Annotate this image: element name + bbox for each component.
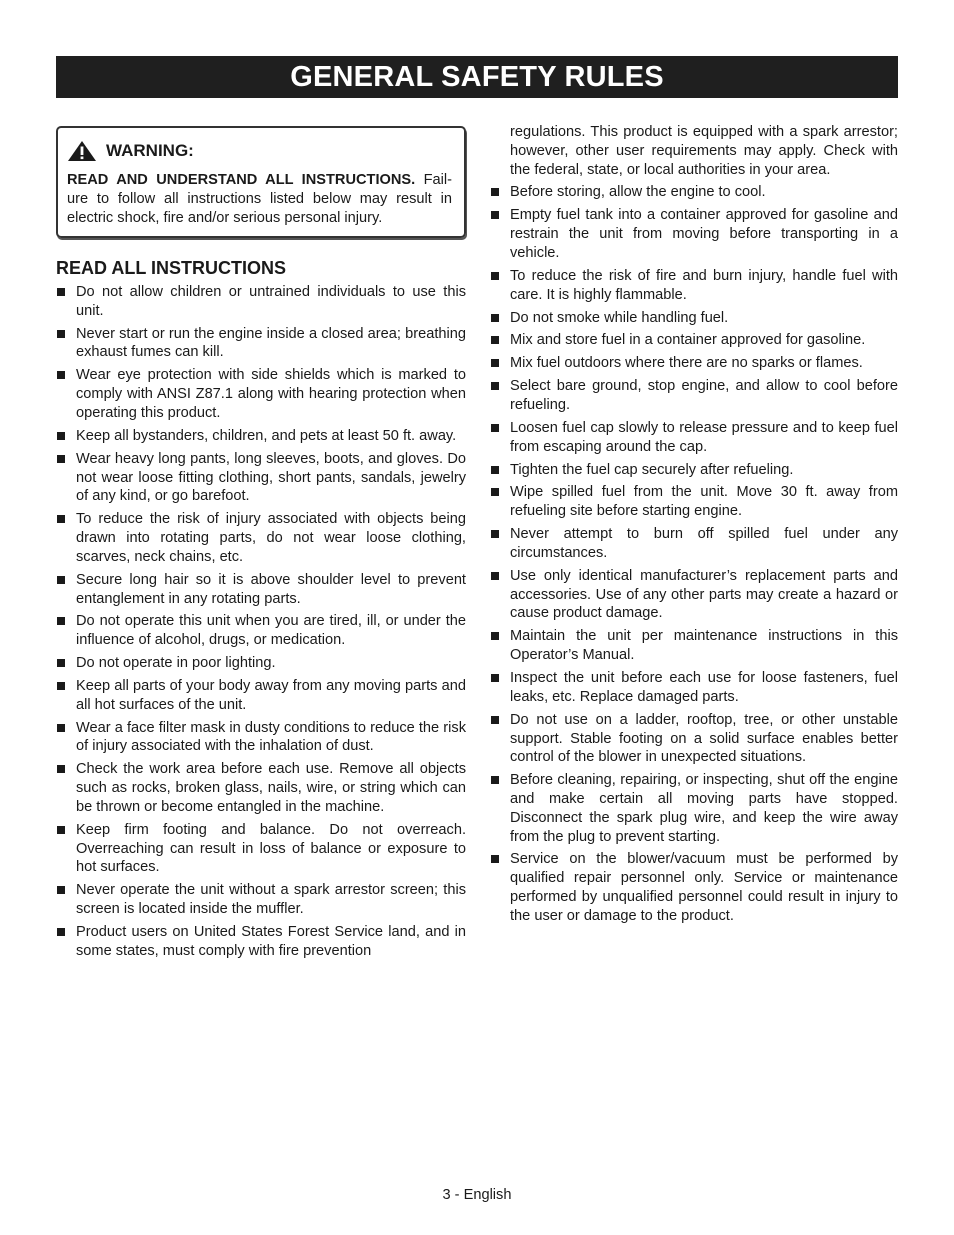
list-item-text: Do not allow children or untrained individuals to use this unit. (76, 284, 466, 319)
list-item (490, 711, 898, 767)
list-item (490, 309, 898, 328)
list-item-text: Do not use on a ladder, rooftop, tree, or other unstable support. Stable footing on a solid surface enables better control of the blower in unexpected situations. (510, 711, 898, 766)
list-item (56, 654, 466, 673)
list-item-text: Wear heavy long pants, long sleeves, boots, and gloves. Do not wear loose fitting clothing, short pants, sandals, jewelry of any kind, or go barefoot. (76, 450, 466, 505)
list-item (490, 354, 898, 373)
list-item (490, 483, 898, 521)
list-item-text: Keep all parts of your body away from any moving parts and all hot surfaces of the unit. (76, 677, 466, 713)
list-item-text: Inspect the unit before each use for loose fasteners, fuel leaks, etc. Replace damaged parts. (510, 670, 898, 705)
list-item (490, 669, 898, 707)
list-item-text: Select bare ground, stop engine, and allow to cool before refueling. (510, 378, 898, 414)
warning-label: WARNING: (106, 141, 194, 160)
bullet-square-icon (491, 488, 499, 496)
bullet-square-icon (491, 632, 499, 640)
list-item (56, 325, 466, 363)
bullet-square-icon (57, 371, 65, 379)
warning-body-text: Fail- ure to follow all instructions listed below may result in electric shock, fire and/or serious personal injury. (67, 172, 452, 226)
list-item (56, 923, 466, 961)
bullet-square-icon (57, 455, 65, 463)
list-item-text: Do not operate in poor lighting. (76, 655, 276, 672)
list-item (56, 510, 466, 566)
list-item (56, 283, 466, 321)
list-item-text: Keep all bystanders, children, and pets at least 50 ft. away. (76, 427, 457, 444)
list-item-text: Mix and store fuel in a container approved for gasoline. (510, 332, 866, 349)
list-item (490, 850, 898, 925)
list-item (56, 427, 466, 446)
section-title: READ ALL INSTRUCTIONS (56, 258, 287, 278)
list-item-text: Service on the blower/vacuum must be performed by qualified repair personnel only. Service or maintenance performed by unqualified personnel could result in injury to the user or damage to the product. (510, 851, 898, 924)
list-item (56, 450, 466, 506)
bullet-square-icon (57, 765, 65, 773)
bullet-square-icon (57, 928, 65, 936)
list-item-text: Keep firm footing and balance. Do not overreach. Overreaching can result in loss of balance or exposure to hot surfaces. (76, 821, 466, 876)
bullet-square-icon (57, 576, 65, 584)
list-item (56, 571, 466, 609)
bullet-square-icon (57, 288, 65, 296)
bullet-square-icon (491, 314, 499, 322)
bullet-square-icon (57, 886, 65, 894)
warning-text (67, 171, 452, 228)
bullet-square-icon (491, 382, 499, 390)
list-item-text: Wear a face filter mask in dusty conditions to reduce the risk of injury associated with the inhalation of dust. (76, 719, 466, 755)
bullet-square-icon (57, 724, 65, 732)
list-item (490, 377, 898, 415)
left-column (56, 126, 466, 965)
bullet-square-icon (491, 716, 499, 724)
list-item-text: Never operate the unit without a spark arrestor screen; this screen is located inside the muffler. (76, 882, 466, 918)
list-item-text: Never attempt to burn off spilled fuel under any circumstances. (510, 526, 898, 561)
list-item (490, 267, 898, 305)
bullet-square-icon (491, 359, 499, 367)
list-item-text: To reduce the risk of fire and burn injury, handle fuel with care. It is highly flammable. (510, 267, 898, 303)
list-item-text: Wear eye protection with side shields which is marked to comply with ANSI Z87.1 along with hearing protection when operating this product. (76, 367, 466, 421)
bullet-square-icon (491, 530, 499, 538)
bullet-square-icon (491, 272, 499, 280)
list-item-text: Product users on United States Forest Service land, and in some states, must comply with fire prevention (76, 924, 466, 959)
list-item (490, 771, 898, 846)
bullet-square-icon (491, 424, 499, 432)
bullet-square-icon (491, 188, 499, 196)
list-item-text: Maintain the unit per maintenance instructions in this Operator’s Manual. (510, 628, 898, 664)
bullet-square-icon (491, 674, 499, 682)
list-item-text: Loosen fuel cap slowly to release pressure and to keep fuel from escaping around the cap. (510, 419, 898, 455)
continued-paragraph: regulations. This product is equipped with a spark arrestor; however, other user requirements may apply. Check with the federal, state, or local authorities in your area. (510, 124, 898, 178)
list-item (56, 760, 466, 816)
list-item (56, 881, 466, 919)
list-item (490, 419, 898, 457)
list-item-text: Check the work area before each use. Remove all objects such as rocks, broken glass, nails, wire, or string which can be thrown or become entangled in the machine. (76, 761, 466, 815)
warning-box (56, 126, 466, 238)
list-item (56, 719, 466, 757)
right-column (490, 123, 898, 930)
list-item (490, 206, 898, 262)
bullet-square-icon (491, 572, 499, 580)
left-bullet-list (56, 283, 466, 961)
list-item-text: Empty fuel tank into a container approved for gasoline and restrain the unit from moving before transporting in a vehicle. (510, 207, 898, 261)
list-item-text: To reduce the risk of injury associated with objects being drawn into rotating parts, do not wear loose clothing, scarves, neck chains, etc. (76, 511, 466, 565)
list-item (56, 612, 466, 650)
list-item-text: Wipe spilled fuel from the unit. Move 30 ft. away from refueling site before starting engine. (510, 484, 898, 520)
bullet-square-icon (491, 211, 499, 219)
list-item-text: Never start or run the engine inside a closed area; breathing exhaust fumes can kill. (76, 325, 466, 361)
list-item (56, 366, 466, 422)
bullet-square-icon (57, 432, 65, 440)
list-item (56, 677, 466, 715)
bullet-square-icon (491, 466, 499, 474)
list-item-text: Do not smoke while handling fuel. (510, 309, 729, 326)
list-item (490, 183, 898, 202)
list-item-text: Before storing, allow the engine to cool. (510, 184, 766, 201)
bullet-square-icon (57, 617, 65, 625)
page-title: GENERAL SAFETY RULES (56, 56, 898, 98)
list-item-text: Use only identical manufacturer’s replacement parts and accessories. Use of any other parts may create a hazard or cause product damage. (510, 567, 898, 622)
bullet-square-icon (57, 682, 65, 690)
bullet-square-icon (57, 659, 65, 667)
bullet-square-icon (491, 855, 499, 863)
bullet-square-icon (57, 330, 65, 338)
list-item (490, 461, 898, 480)
list-item-text: Tighten the fuel cap securely after refueling. (510, 461, 794, 478)
bullet-square-icon (57, 515, 65, 523)
list-item-text: Secure long hair so it is above shoulder level to prevent entanglement in any rotating parts. (76, 571, 466, 607)
list-item (490, 627, 898, 665)
page-number: 3 - English (442, 1187, 512, 1203)
bullet-square-icon (491, 336, 499, 344)
list-item (490, 331, 898, 350)
warning-bold-text: READ AND UNDERSTAND ALL INSTRUCTIONS. (67, 172, 416, 188)
right-bullet-list (490, 183, 898, 925)
list-item (490, 567, 898, 623)
warning-triangle-icon (67, 140, 97, 162)
warning-header (67, 140, 452, 162)
list-item-text: Do not operate this unit when you are tired, ill, or under the influence of alcohol, drugs, or medication. (76, 613, 466, 649)
list-item-text: Mix fuel outdoors where there are no sparks or flames. (510, 355, 863, 372)
list-item (56, 821, 466, 877)
bullet-square-icon (491, 776, 499, 784)
list-item (490, 525, 898, 563)
bullet-square-icon (57, 826, 65, 834)
list-item-text: Before cleaning, repairing, or inspecting, shut off the engine and make certain all moving parts have stopped. Disconnect the spark plug wire, and keep the wire away from the plug to prevent starting. (510, 772, 898, 845)
